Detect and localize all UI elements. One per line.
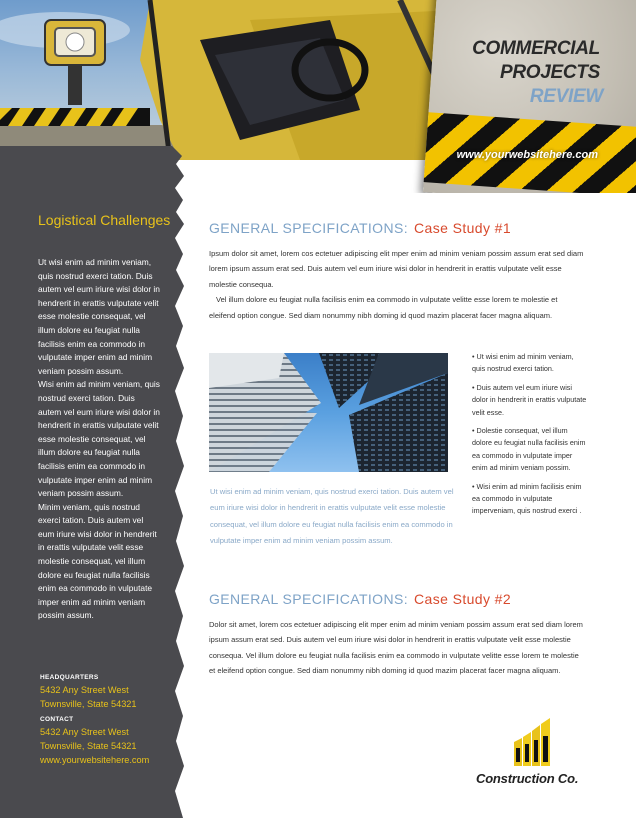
- list-item: • Duis autem vel eum iriure wisi dolor in hendrerit in erattis vulputate velit esse.: [472, 382, 587, 417]
- section1-heading: [209, 220, 511, 236]
- company-logo-icon: [512, 716, 554, 766]
- sidebar: [0, 146, 185, 818]
- section2-label: GENERAL SPECIFICATIONS:: [209, 591, 409, 607]
- sidebar-paragraph: Wisi enim ad minim veniam, quis nostrud exerci tation. Duis autem vel eum iriure wisi dolor in hendrerit in erattis vulputate velit esse molestie consequat, vel illum dolore eu feugiat nulla facilisis enim ea commodo in vulputate imper enim ad minim veniam possim assum.: [38, 379, 160, 499]
- hero-photo-construction-vehicle: [0, 0, 455, 160]
- list-item: • Wisi enim ad minim facilisis enim ea commodo in vulputate imperveniam, quis nostrud exerci .: [472, 481, 582, 516]
- section2-heading: [209, 591, 511, 607]
- construction-vehicle-illustration: [0, 0, 455, 160]
- skyscrapers-photo: [209, 353, 448, 472]
- section1-label: GENERAL SPECIFICATIONS:: [209, 220, 409, 236]
- section2-paragraph: Dolor sit amet, lorem cos ectetuer adipiscing elit mper enim ad minim veniam possim assum erat sed diam lorem ipsum assum erat sed. Duis autem vel eum iriure wisi dolor in hendrerit in erattis vulputate velit esse molestie consequa. Vel illum dolore eu feugiat nulla facilisis enim ea commodo in vulputate velitte esse lorem te molestie et eleifend option congue. Sed diam nonummy nibh doming id quod mazim placerat facer magna aliquam.: [209, 620, 583, 676]
- section2-case-title: Case Study #2: [414, 591, 512, 607]
- section1-case-title: Case Study #1: [414, 220, 512, 236]
- sidebar-body: [38, 256, 160, 623]
- sidebar-paragraph: Minim veniam, quis nostrud exerci tation. Duis autem vel eum iriure wisi dolor in hendrerit in erattis vulputate velit esse molestie consequat, vel illum dolore eu feugiat nulla facilisis enim ea commodo in vulputate imper enim ad minim veniam possim assum.: [38, 501, 157, 621]
- header-title-line3: REVIEW: [529, 86, 603, 107]
- section1-paragraph2: Vel illum dolore eu feugiat nulla facilisis enim ea commodo in vulputate velitte esse lorem te molestie et eleifend option congue. Sed diam nonummy nibh doming id quod mazim placerat facer magna aliquam.: [209, 295, 558, 320]
- skyscrapers-illustration: [209, 353, 448, 472]
- company-name: Construction Co.: [476, 771, 579, 786]
- contact-label: CONTACT: [40, 716, 74, 723]
- header-website-link[interactable]: www.yourwebsitehere.com: [456, 149, 598, 161]
- section2-body: [209, 617, 585, 679]
- headquarters-address-line2: Townsville, State 54321: [40, 699, 137, 709]
- sidebar-paragraph: Ut wisi enim ad minim veniam, quis nostrud exerci tation. Duis autem vel eum iriure wisi dolor in hendrerit in erattis vulputate velit esse molestie consequat, vel illum dolore eu feugiat nulla facilisis enim ea commodo in vulputate imper enim ad minim veniam possim assum.: [38, 257, 160, 376]
- list-item: • Ut wisi enim ad minim veniam, quis nostrud exerci tation.: [472, 352, 574, 374]
- headquarters-address-line1: 5432 Any Street West: [40, 685, 129, 695]
- contact-address-line2: Townsville, State 54321: [40, 741, 137, 751]
- photo-caption: Ut wisi enim ad minim veniam, quis nostrud exerci tation. Duis autem vel eum iriure wisi dolor in hendrerit in erattis vulputate velit esse molestie consequat, vel illum dolore eu feugiat nulla facilisis enim ea commodo in vulputate imper enim ad minim veniam possim assum.: [210, 487, 454, 546]
- section1-body: [209, 246, 585, 323]
- section1-paragraph1: Ipsum dolor sit amet, lorem cos ectetuer adipiscing elit mper enim ad minim veniam possim assum erat sed diam lorem ipsum assum erat sed. Duis autem vel eum iriure wisi dolor in hendrerit in erattis vulputate velit esse molestie consequa.: [209, 249, 584, 289]
- contact-address-line1: 5432 Any Street West: [40, 727, 129, 737]
- bullet-list: [472, 351, 588, 524]
- list-item: • Dolestie consequat, vel illum dolore eu feugiat nulla facilisis enim ea commodo in vulputate imper enim ad minim veniam possim.: [472, 426, 586, 473]
- contact-website-link[interactable]: www.yourwebsitehere.com: [40, 755, 150, 765]
- sidebar-heading: Logistical Challenges: [38, 212, 171, 228]
- header-title-line1: COMMERCIAL: [472, 38, 600, 59]
- header-title-line2: PROJECTS: [499, 62, 600, 83]
- headquarters-label: HEADQUARTERS: [40, 674, 99, 681]
